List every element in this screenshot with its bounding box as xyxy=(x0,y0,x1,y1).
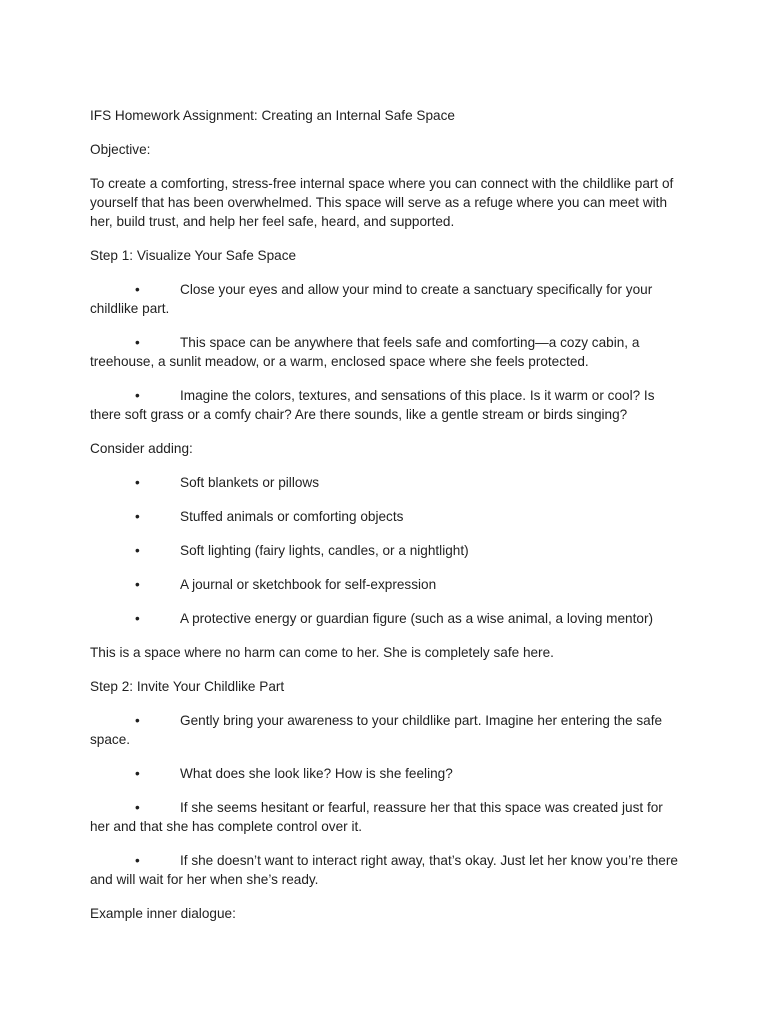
list-item xyxy=(90,711,685,749)
document-page xyxy=(90,106,685,938)
list-item xyxy=(90,798,685,836)
list-item xyxy=(90,386,685,424)
step2-heading: Step 2: Invite Your Childlike Part xyxy=(90,679,285,694)
objective-label: Objective: xyxy=(90,142,151,157)
consider-label: Consider adding: xyxy=(90,441,193,456)
list-item xyxy=(90,541,685,560)
document-title: IFS Homework Assignment: Creating an Internal Safe Space xyxy=(90,108,455,123)
list-item xyxy=(90,851,685,889)
bullet-icon: • xyxy=(135,335,140,350)
list-item-text: A journal or sketchbook for self-expression xyxy=(180,577,437,592)
list-item-text: This space can be anywhere that feels safe and comforting—a cozy cabin, a treehouse, a sunlit meadow, or a warm, enclosed space where she feels protected. xyxy=(90,335,640,369)
list-item xyxy=(90,280,685,318)
bullet-icon: • xyxy=(135,577,140,592)
list-item-text: Stuffed animals or comforting objects xyxy=(180,509,404,524)
bullet-icon: • xyxy=(135,611,140,626)
list-item-text: What does she look like? How is she feeling? xyxy=(180,766,453,781)
list-item xyxy=(90,473,685,492)
list-item-text: If she seems hesitant or fearful, reassure her that this space was created just for her and that she has complete control over it. xyxy=(90,800,663,834)
example-label: Example inner dialogue: xyxy=(90,906,236,921)
list-item xyxy=(90,764,685,783)
bullet-icon: • xyxy=(135,713,140,728)
list-item xyxy=(90,507,685,526)
list-item-text: Close your eyes and allow your mind to create a sanctuary specifically for your childlike part. xyxy=(90,282,653,316)
list-item-text: A protective energy or guardian figure (such as a wise animal, a loving mentor) xyxy=(180,611,653,626)
bullet-icon: • xyxy=(135,282,140,297)
bullet-icon: • xyxy=(135,766,140,781)
bullet-icon: • xyxy=(135,388,140,403)
list-item-text: If she doesn’t want to interact right away, that’s okay. Just let her know you’re there and will wait for her when she’s ready. xyxy=(90,853,678,887)
list-item-text: Imagine the colors, textures, and sensations of this place. Is it warm or cool? Is there soft grass or a comfy chair? Are there sounds, like a gentle stream or birds singing? xyxy=(90,388,655,422)
bullet-icon: • xyxy=(135,509,140,524)
list-item xyxy=(90,575,685,594)
bullet-icon: • xyxy=(135,543,140,558)
list-item xyxy=(90,333,685,371)
bullet-icon: • xyxy=(135,475,140,490)
list-item-text: Soft lighting (fairy lights, candles, or a nightlight) xyxy=(180,543,469,558)
list-item-text: Gently bring your awareness to your childlike part. Imagine her entering the safe space. xyxy=(90,713,663,747)
bullet-icon: • xyxy=(135,800,140,815)
step1-heading: Step 1: Visualize Your Safe Space xyxy=(90,248,297,263)
safe-statement: This is a space where no harm can come to her. She is completely safe here. xyxy=(90,645,554,660)
list-item-text: Soft blankets or pillows xyxy=(180,475,320,490)
bullet-icon: • xyxy=(135,853,140,868)
objective-text: To create a comforting, stress-free internal space where you can connect with the childlike part of yourself that has been overwhelmed. This space will serve as a refuge where you can meet with her, build trust, and help her feel safe, heard, and supported. xyxy=(90,176,674,229)
list-item xyxy=(90,609,685,628)
